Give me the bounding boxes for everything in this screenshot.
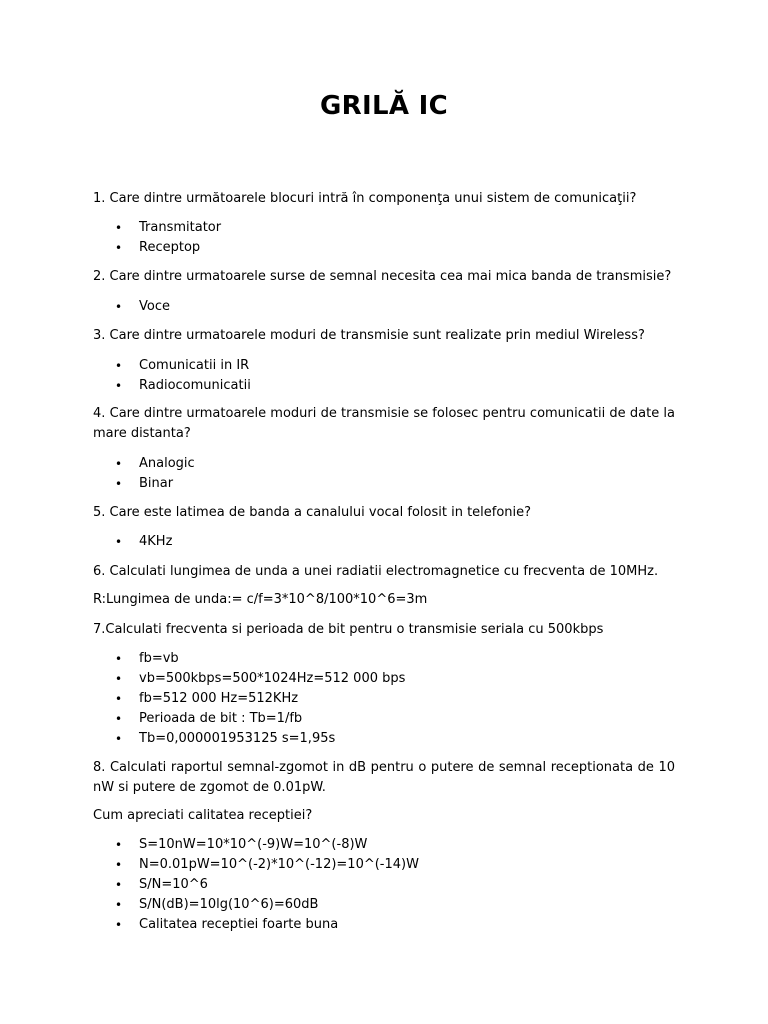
page-title: GRILĂ IC (320, 91, 448, 121)
answer-3-2: Radiocomunicatii (139, 378, 251, 393)
answer-5-1: 4KHz (139, 534, 173, 549)
answer-7-4: Perioada de bit : Tb=1/fb (139, 711, 303, 726)
answer-8-5: Calitatea receptiei foarte buna (139, 917, 339, 932)
question-8-followup: Cum apreciati calitatea receptiei? (93, 808, 313, 823)
bullet-icon: • (115, 692, 123, 706)
bullet-icon: • (115, 300, 123, 314)
bullet-icon: • (115, 241, 123, 255)
answer-7-5: Tb=0,000001953125 s=1,95s (139, 731, 336, 746)
bullet-icon: • (115, 652, 123, 666)
answer-6-line: R:Lungimea de unda:= c/f=3*10^8/100*10^6=3m (93, 592, 428, 607)
answer-1-1: Transmitator (139, 220, 222, 235)
answer-7-3: fb=512 000 Hz=512KHz (139, 691, 299, 706)
bullet-icon: • (115, 477, 123, 491)
question-4: 4. Care dintre urmatoarele moduri de transmisie se folosec pentru comunicatii de date la mare distanta? (93, 406, 675, 441)
bullet-icon: • (115, 379, 123, 393)
bullet-icon: • (115, 898, 123, 912)
bullet-icon: • (115, 535, 123, 549)
bullet-icon: • (115, 838, 123, 852)
answer-4-2: Binar (139, 476, 174, 491)
question-1: 1. Care dintre următoarele blocuri intră în componenţa unui sistem de comunicaţii? (93, 191, 637, 206)
question-6: 6. Calculati lungimea de unda a unei radiatii electromagnetice cu frecventa de 10MHz. (93, 564, 659, 579)
bullet-icon: • (115, 672, 123, 686)
question-7: 7.Calculati frecventa si perioada de bit pentru o transmisie seriala cu 500kbps (93, 622, 604, 637)
bullet-icon: • (115, 712, 123, 726)
bullet-icon: • (115, 457, 123, 471)
answer-3-1: Comunicatii in IR (139, 358, 250, 373)
bullet-icon: • (115, 878, 123, 892)
question-3: 3. Care dintre urmatoarele moduri de transmisie sunt realizate prin mediul Wireless? (93, 328, 645, 343)
question-8: 8. Calculati raportul semnal-zgomot in dB pentru o putere de semnal receptionata de 10 nW si putere de zgomot de 0.01pW. (93, 760, 675, 795)
answer-8-3: S/N=10^6 (139, 877, 208, 892)
answer-7-2: vb=500kbps=500*1024Hz=512 000 bps (139, 671, 406, 686)
bullet-icon: • (115, 858, 123, 872)
answer-8-4: S/N(dB)=10lg(10^6)=60dB (139, 897, 319, 912)
question-5: 5. Care este latimea de banda a canalului vocal folosit in telefonie? (93, 505, 532, 520)
question-2: 2. Care dintre urmatoarele surse de semnal necesita cea mai mica banda de transmisie? (93, 269, 672, 284)
bullet-icon: • (115, 221, 123, 235)
answer-8-2: N=0.01pW=10^(-2)*10^(-12)=10^(-14)W (139, 857, 419, 872)
bullet-icon: • (115, 918, 123, 932)
bullet-icon: • (115, 732, 123, 746)
answer-4-1: Analogic (139, 456, 195, 471)
answer-2-1: Voce (139, 299, 170, 314)
answer-8-1: S=10nW=10*10^(-9)W=10^(-8)W (139, 837, 368, 852)
answer-7-1: fb=vb (139, 651, 179, 666)
answer-1-2: Receptop (139, 240, 201, 255)
bullet-icon: • (115, 359, 123, 373)
